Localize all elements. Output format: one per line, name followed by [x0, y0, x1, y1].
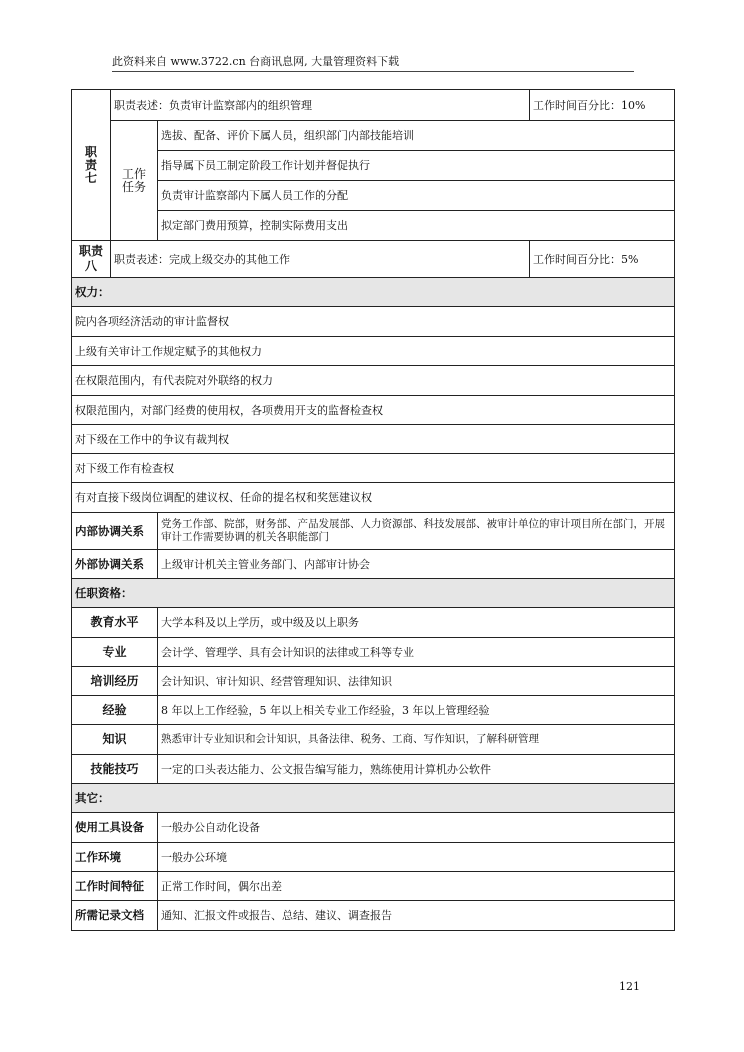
- other-value: 一般办公环境: [158, 843, 675, 872]
- qualification-row: [72, 696, 675, 725]
- page-header: 此资料来自 www.3722.cn 台商讯息网, 大量管理资料下载: [112, 55, 634, 72]
- power-item: 对下级工作有检查权: [72, 454, 675, 483]
- duty8-time: 工作时间百分比：5%: [530, 241, 675, 278]
- power-item: 权限范围内，对部门经费的使用权，各项费用开支的监督检查权: [72, 396, 675, 425]
- task-row: [72, 151, 675, 181]
- external-coord-label: 外部协调关系: [72, 550, 158, 579]
- page-number: 121: [619, 980, 640, 993]
- qualifications-section-row: [72, 579, 675, 608]
- other-row: [72, 901, 675, 931]
- external-coord-value: 上级审计机关主管业务部门、内部审计协会: [158, 550, 675, 579]
- powers-section-row: [72, 278, 675, 307]
- other-label: 工作时间特征: [72, 872, 158, 901]
- power-row: [72, 366, 675, 396]
- other-row: [72, 872, 675, 901]
- powers-title: 权力：: [72, 278, 675, 307]
- external-coord-row: [72, 550, 675, 579]
- duty7-desc-row: [72, 90, 675, 121]
- qualification-label: 技能技巧: [72, 755, 158, 784]
- task-item: 指导属下员工制定阶段工作计划并督促执行: [158, 151, 675, 181]
- qualification-label: 教育水平: [72, 608, 158, 638]
- job-description-table: [71, 89, 675, 931]
- task-item: 负责审计监察部内下属人员工作的分配: [158, 181, 675, 211]
- qualification-row: [72, 608, 675, 638]
- task-row: [72, 181, 675, 211]
- power-row: [72, 483, 675, 513]
- qualification-value: 熟悉审计专业知识和会计知识，具备法律、税务、工商、写作知识，了解科研管理: [158, 725, 675, 755]
- duty8-row: [72, 241, 675, 278]
- other-label: 使用工具设备: [72, 813, 158, 843]
- power-row: [72, 337, 675, 366]
- other-label: 工作环境: [72, 843, 158, 872]
- other-value: 通知、汇报文件或报告、总结、建议、调查报告: [158, 901, 675, 931]
- power-item: 上级有关审计工作规定赋予的其他权力: [72, 337, 675, 366]
- power-item: 在权限范围内，有代表院对外联络的权力: [72, 366, 675, 396]
- power-row: [72, 425, 675, 454]
- power-row: [72, 396, 675, 425]
- task-item: 拟定部门费用预算，控制实际费用支出: [158, 211, 675, 241]
- other-row: [72, 843, 675, 872]
- other-value: 正常工作时间，偶尔出差: [158, 872, 675, 901]
- qualification-value: 8 年以上工作经验，5 年以上相关专业工作经验，3 年以上管理经验: [158, 696, 675, 725]
- qualification-label: 培训经历: [72, 667, 158, 696]
- other-value: 一般办公自动化设备: [158, 813, 675, 843]
- other-label: 所需记录文档: [72, 901, 158, 931]
- internal-coord-row: [72, 513, 675, 550]
- internal-coord-label: 内部协调关系: [72, 513, 158, 550]
- other-title: 其它：: [72, 784, 675, 813]
- qualification-label: 经验: [72, 696, 158, 725]
- qualification-row: [72, 638, 675, 667]
- duty7-desc: 职责表述：负责审计监察部内的组织管理: [111, 90, 530, 121]
- duty8-desc: 职责表述：完成上级交办的其他工作: [111, 241, 530, 278]
- other-section-row: [72, 784, 675, 813]
- qualifications-title: 任职资格：: [72, 579, 675, 608]
- qualification-value: 会计知识、审计知识、经营管理知识、法律知识: [158, 667, 675, 696]
- qualification-label: 知识: [72, 725, 158, 755]
- qualification-row: [72, 667, 675, 696]
- power-item: 院内各项经济活动的审计监督权: [72, 307, 675, 337]
- qualification-label: 专业: [72, 638, 158, 667]
- duty7-task-label: 工作 任务: [111, 121, 158, 241]
- duty8-label: 职责 八: [72, 241, 111, 278]
- qualification-row: [72, 755, 675, 784]
- power-row: [72, 454, 675, 483]
- task-row: [72, 211, 675, 241]
- duty7-label: 职 责 七: [72, 90, 111, 241]
- qualification-value: 一定的口头表达能力、公文报告编写能力，熟练使用计算机办公软件: [158, 755, 675, 784]
- other-row: [72, 813, 675, 843]
- duty7-time: 工作时间百分比：10%: [530, 90, 675, 121]
- power-item: 对下级在工作中的争议有裁判权: [72, 425, 675, 454]
- internal-coord-value: 党务工作部、院部，财务部、产品发展部、人力资源部、科技发展部、被审计单位的审计项目所在部门，开展审计工作需要协调的机关各职能部门: [158, 513, 675, 550]
- qualification-row: [72, 725, 675, 755]
- task-item: 选拔、配备、评价下属人员，组织部门内部技能培训: [158, 121, 675, 151]
- task-row: [72, 121, 675, 151]
- qualification-value: 会计学、管理学、具有会计知识的法律或工科等专业: [158, 638, 675, 667]
- power-row: [72, 307, 675, 337]
- power-item: 有对直接下级岗位调配的建议权、任命的提名权和奖惩建议权: [72, 483, 675, 513]
- qualification-value: 大学本科及以上学历，或中级及以上职务: [158, 608, 675, 638]
